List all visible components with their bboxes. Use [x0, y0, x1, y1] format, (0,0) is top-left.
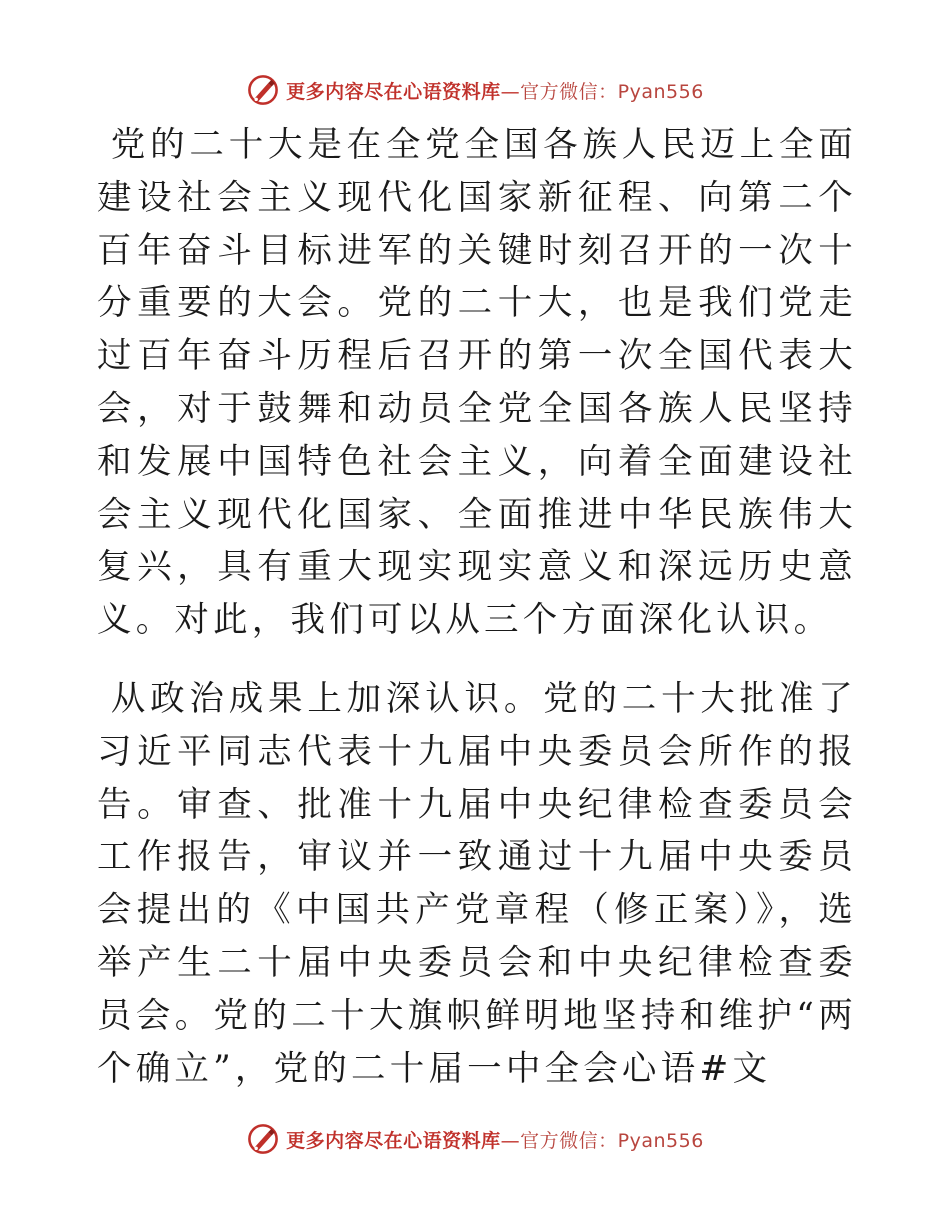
watermark-main-text: 更多内容尽在心语资料库 — [286, 1129, 501, 1152]
document-body — [97, 119, 857, 1095]
paragraph-2: 从政治成果上加深认识。党的二十大批准了习近平同志代表十九届中央委员会所作的报告。审查、批准十九届中央纪律检查委员会工作报告，审议并一致通过十九届中央委员会提出的《中国共产党章程（修正案）》，选举产生二十届中央委员会和中央纪律检查委员会。党的二十大旗帜鲜明地坚持和维护“两个确立”，党的二十届一中全会心语#文 — [97, 678, 857, 1089]
watermark — [246, 73, 704, 107]
pen-logo-icon — [246, 1122, 280, 1156]
watermark-separator: — — [500, 1129, 521, 1152]
paragraph-1: 党的二十大是在全党全国各族人民迈上全面建设社会主义现代化国家新征程、向第二个百年奋斗目标进军的关键时刻召开的一次十分重要的大会。党的二十大，也是我们党走过百年奋斗历程后召开的第一次全国代表大会，对于鼓舞和动员全党全国各族人民坚持和发展中国特色社会主义，向着全面建设社会主义现代化国家、全面推进中华民族伟大复兴，具有重大现实现实意义和深远历史意义。对此，我们可以从三个方面深化认识。 — [97, 125, 857, 641]
pen-logo-icon — [246, 73, 280, 107]
watermark-contact: 官方微信：Pyan556 — [520, 1129, 704, 1152]
watermark — [246, 1122, 704, 1156]
watermark-main-text: 更多内容尽在心语资料库 — [286, 80, 501, 103]
header-watermark — [0, 68, 950, 112]
watermark-contact: 官方微信：Pyan556 — [520, 80, 704, 103]
watermark-separator: — — [500, 80, 521, 103]
footer-watermark — [0, 1117, 950, 1161]
